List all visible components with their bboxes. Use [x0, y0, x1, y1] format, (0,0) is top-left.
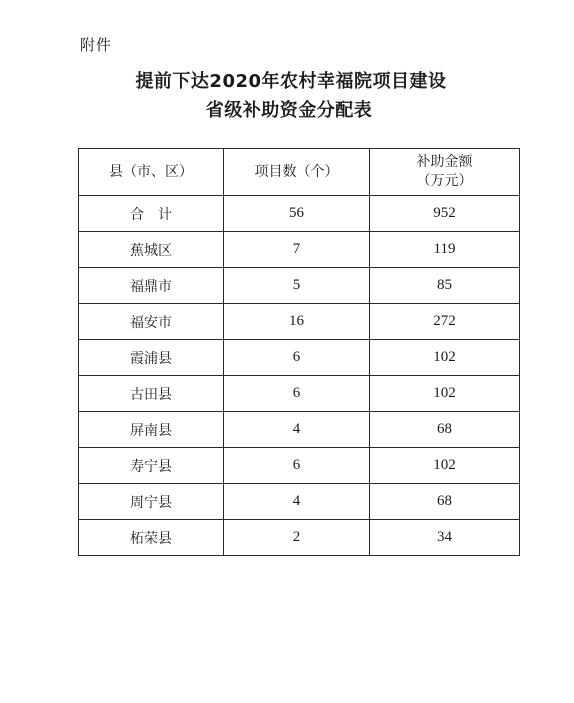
header-subsidy-amount-unit: （万元）	[416, 173, 473, 189]
header-subsidy-amount-label: 补助金额	[416, 154, 473, 170]
subsidy-amount: 85	[370, 268, 520, 304]
subsidy-amount: 102	[370, 448, 520, 484]
subsidy-amount: 68	[370, 484, 520, 520]
project-count: 6	[224, 448, 370, 484]
header-project-count: 项目数（个）	[224, 149, 370, 196]
county-name: 周宁县	[79, 484, 224, 520]
total-projects: 56	[224, 196, 370, 232]
table-header-row	[79, 149, 520, 196]
subsidy-amount: 68	[370, 412, 520, 448]
subsidy-amount: 34	[370, 520, 520, 556]
table-row	[79, 340, 520, 376]
allocation-table	[78, 148, 520, 556]
header-subsidy-amount	[370, 149, 520, 196]
table-row	[79, 268, 520, 304]
document-title-line-2: 省级补助资金分配表	[205, 100, 373, 121]
county-name: 屏南县	[79, 412, 224, 448]
total-label-text: 合计	[130, 206, 186, 223]
table-row	[79, 304, 520, 340]
project-count: 4	[224, 484, 370, 520]
subsidy-amount: 102	[370, 376, 520, 412]
project-count: 16	[224, 304, 370, 340]
county-name: 霞浦县	[79, 340, 224, 376]
county-name: 福安市	[79, 304, 224, 340]
total-amount: 952	[370, 196, 520, 232]
county-name: 福鼎市	[79, 268, 224, 304]
table-row	[79, 232, 520, 268]
document-title-line-1: 提前下达2020年农村幸福院项目建设	[135, 71, 447, 92]
table-row	[79, 412, 520, 448]
project-count: 4	[224, 412, 370, 448]
table-row	[79, 484, 520, 520]
subsidy-amount: 102	[370, 340, 520, 376]
county-name: 古田县	[79, 376, 224, 412]
county-name: 柘荣县	[79, 520, 224, 556]
county-name: 寿宁县	[79, 448, 224, 484]
project-count: 7	[224, 232, 370, 268]
project-count: 6	[224, 376, 370, 412]
table-row-total	[79, 196, 520, 232]
project-count: 2	[224, 520, 370, 556]
county-name: 蕉城区	[79, 232, 224, 268]
header-county: 县（市、区）	[79, 149, 224, 196]
total-label	[79, 196, 224, 232]
table-row	[79, 520, 520, 556]
project-count: 5	[224, 268, 370, 304]
attachment-label: 附件	[80, 36, 113, 54]
subsidy-amount: 272	[370, 304, 520, 340]
table-row	[79, 448, 520, 484]
table-row	[79, 376, 520, 412]
subsidy-amount: 119	[370, 232, 520, 268]
project-count: 6	[224, 340, 370, 376]
